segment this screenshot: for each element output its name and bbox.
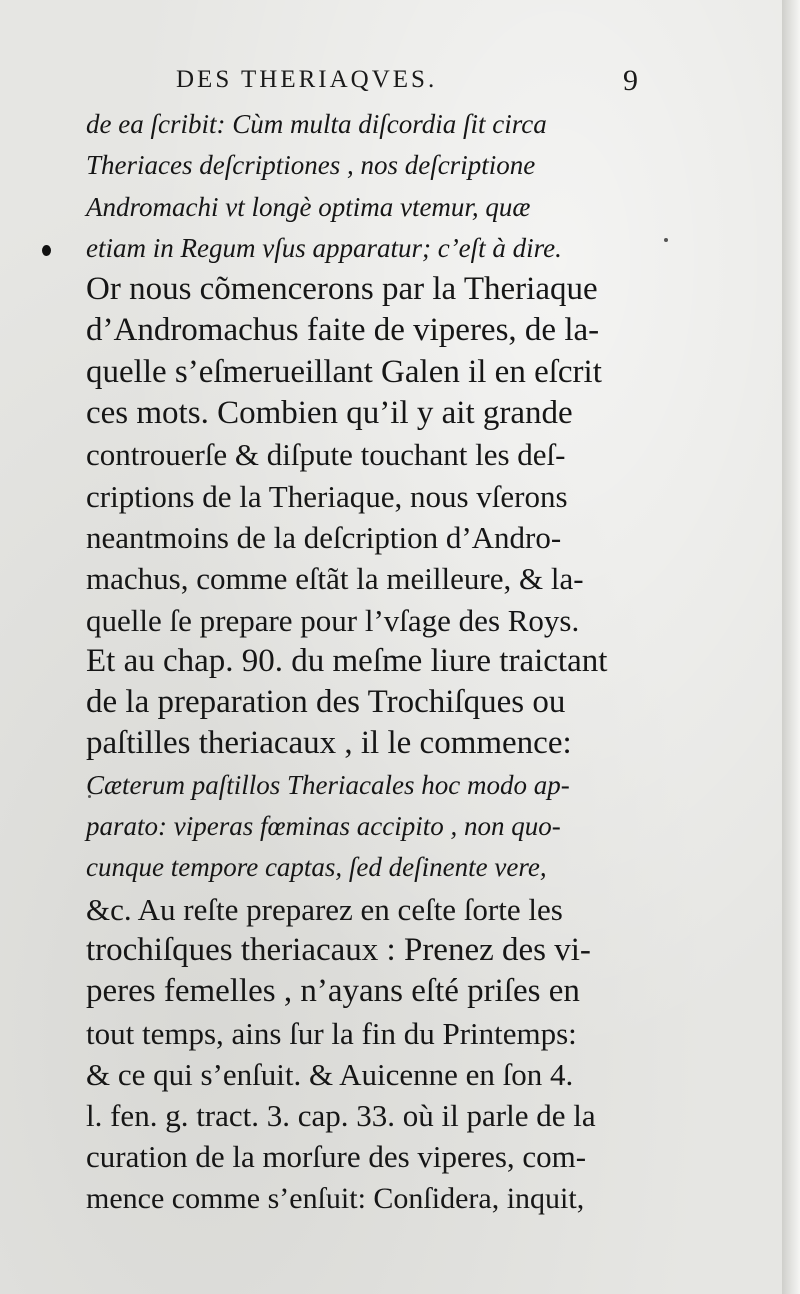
text-line: Et au chap. 90. du meſme liure traictant bbox=[86, 642, 608, 679]
text-line: neantmoins de la deſcription d’Andro- bbox=[86, 519, 562, 555]
page-gutter bbox=[782, 0, 800, 1294]
text-block bbox=[86, 104, 664, 1219]
text-line: etiam in Regum vſus apparatur; c’eſt à dire. bbox=[86, 232, 562, 263]
text-line: de la preparation des Trochiſques ou bbox=[86, 684, 566, 721]
text-line: &c. Au reſte preparez en ceſte ſorte les bbox=[86, 891, 563, 927]
text-line: controuerſe & diſpute touchant les deſ- bbox=[86, 437, 566, 473]
margin-ink-dot bbox=[42, 245, 51, 256]
text-line: d’Andromachus faite de viperes, de la- bbox=[86, 312, 600, 349]
text-line: mence comme s’enſuit: Conſidera, inquit, bbox=[86, 1181, 585, 1215]
text-line: ces mots. Combien qu’il y ait grande bbox=[86, 395, 573, 432]
text-line: tout temps, ains ſur la fin du Printemps: bbox=[86, 1015, 577, 1051]
text-line: parato: viperas fœminas accipito , non quo- bbox=[86, 811, 561, 842]
text-line: Andromachi vt longè optima vtemur, quæ bbox=[86, 191, 531, 222]
text-line: Cæterum paſtillos Theriacales hoc modo ap- bbox=[86, 769, 570, 800]
page-header bbox=[176, 66, 638, 102]
text-line: curation de la morſure des viperes, com- bbox=[86, 1139, 587, 1175]
text-line: peres femelles , n’ayans eſté priſes en bbox=[86, 973, 580, 1010]
ink-speck bbox=[664, 238, 668, 242]
text-line: de ea ſcribit: Cùm multa diſcordia ſit circa bbox=[86, 109, 547, 139]
text-line: & ce qui s’enſuit. & Auicenne en ſon 4. bbox=[86, 1056, 574, 1092]
text-line: paſtilles theriacaux , il le commence: bbox=[86, 725, 572, 762]
running-head: DES THERIAQVES. bbox=[176, 66, 438, 93]
text-line: cunque tempore captas, ſed deſinente vere, bbox=[86, 852, 547, 883]
text-line: Theriaces deſcriptiones , nos deſcriptione bbox=[86, 150, 536, 181]
text-line: l. fen. g. tract. 3. cap. 33. où il parle de la bbox=[86, 1098, 596, 1134]
text-line: quelle s’eſmerueillant Galen il en eſcrit bbox=[86, 353, 602, 390]
text-line: criptions de la Theriaque, nous vſerons bbox=[86, 478, 568, 514]
text-line: Or nous cõmencerons par la Theriaque bbox=[86, 271, 598, 308]
text-line: quelle ſe prepare pour l’vſage des Roys. bbox=[86, 602, 580, 638]
text-line: trochiſques theriacaux : Prenez des vi- bbox=[86, 931, 591, 968]
text-line: machus, comme eſtãt la meilleure, & la- bbox=[86, 561, 584, 597]
page-number: 9 bbox=[623, 64, 638, 97]
